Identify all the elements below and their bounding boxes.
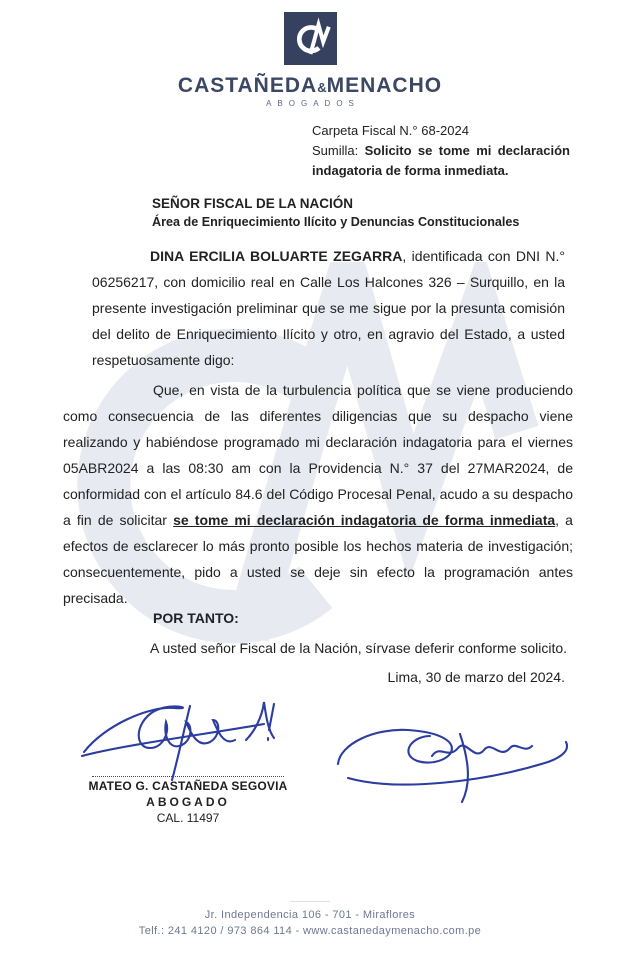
paragraph-request-emphasis: se tome mi declaración indagatoria de forma inmediata: [173, 512, 556, 528]
paragraph-request-end: , a efectos de esclarecer lo más pronto posible los hechos materia de investigación; consecuentemente, pido a usted se deje sin efecto la programación antes precisada.: [63, 512, 573, 606]
signature-divider: [92, 776, 284, 777]
sumilla-text: Solicito se tome mi declaración indagatoria de forma inmediata.: [312, 143, 570, 178]
footer-address: Jr. Independencia 106 - 701 - Miraflores: [204, 909, 416, 921]
signatory-title: ABOGADO: [146, 795, 230, 809]
firm-logo: [0, 12, 620, 108]
recipient-title: SEÑOR FISCAL DE LA NACIÓN: [152, 196, 354, 211]
firm-ampersand: &: [317, 80, 327, 95]
carpeta-number: Carpeta Fiscal N.° 68-2024: [312, 123, 469, 138]
firm-name-left: CASTAÑEDA: [177, 74, 318, 97]
firm-subtitle: ABOGADOS: [266, 99, 360, 108]
date-line: Lima, 30 de marzo del 2024.: [387, 669, 565, 685]
declarant-name: DINA ERCILIA BOLUARTE ZEGARRA: [150, 248, 403, 264]
reference-block: [312, 121, 570, 181]
firm-name-right: MENACHO: [326, 74, 443, 97]
paragraph-request: [63, 377, 573, 611]
sumilla-label: Sumilla:: [312, 143, 365, 158]
closing-line: A usted señor Fiscal de la Nación, sírvase deferir conforme solicito.: [150, 640, 568, 656]
signatory-registry: CAL. 11497: [156, 811, 220, 825]
signatory-name: MATEO G. CASTAÑEDA SEGOVIA: [88, 779, 288, 793]
footer-contact: Telf.: 241 4120 / 973 864 114 - www.castanedaymenacho.com.pe: [138, 924, 482, 937]
por-tanto-heading: POR TANTO:: [153, 610, 239, 626]
signature-block-declarant: [332, 714, 594, 811]
footer: [0, 908, 620, 939]
cm-monogram-icon: [284, 12, 337, 65]
signature-left-ink: [78, 696, 298, 782]
signature-right-ink: [332, 714, 590, 806]
paragraph-request-start: Que, en vista de la turbulencia política que se viene produciendo como consecuencia de las diferentes diligencias que su despacho viene realizando y habiéndose programado mi declaración indagatoria para el viernes 05ABR2024 a las 08:30 am con la Providencia N.° 37 del 27MAR2024, de conformidad con el artículo 84.6 del Código Procesal Penal, acudo a su despacho a fin de solicitar: [63, 382, 573, 528]
paragraph-identification-text: , identificada con DNI N.° 06256217, con domicilio real en Calle Los Halcones 326 – Surquillo, en la presente investigación preliminar que se me sigue por la presunta comisión del delito de Enriquecimiento Ilícito y otro, en agravio del Estado, a usted respetuosamente digo:: [92, 248, 566, 368]
recipient-area: Área de Enriquecimiento Ilícito y Denuncias Constitucionales: [152, 215, 520, 229]
signature-block-lawyer: [62, 696, 314, 825]
paragraph-identification: [92, 243, 565, 373]
sumilla: [312, 141, 570, 181]
footer-separator: [290, 901, 330, 902]
recipient-block: [152, 194, 519, 232]
firm-name: [0, 74, 620, 98]
